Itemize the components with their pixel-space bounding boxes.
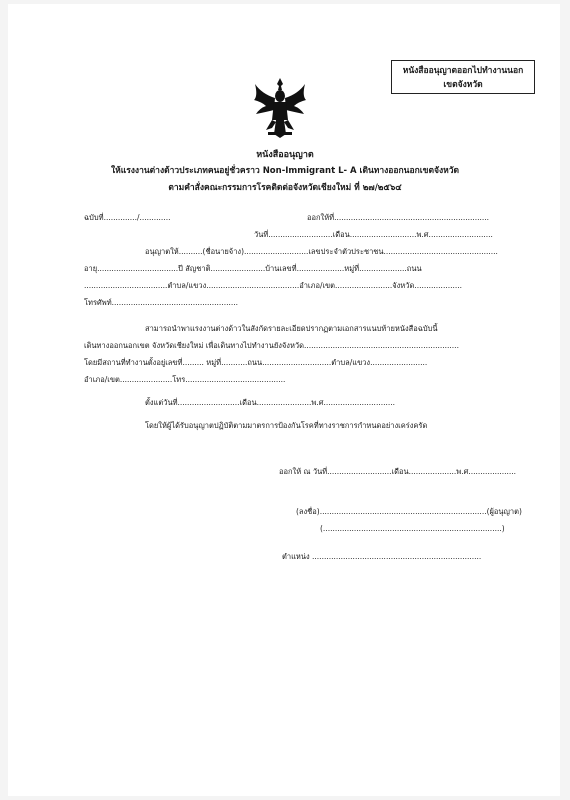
document-reference: ตามคำสั่งคณะกรรมการโรคติดต่อจังหวัดเชียงใหม่ ที่ ๒๗/๒๕๖๔ [168,183,402,193]
permit-to-line: อนุญาตให้..........(ชื่อนายจ้าง)...........................เลขประจำตัวประชาชน................................................ [145,247,498,256]
address-line: ...................................ตำบล/แขวง.......................................อำเภอ/เขต........................จังหวัด.................... [84,281,463,290]
permit-label-line1: หนังสืออนุญาตออกไปทำงานนอก [402,66,524,76]
document-subtitle: ให้แรงงานต่างด้าวประเภทคนอยู่ชั่วคราว Non-Immigrant L- A เดินทางออกนอกเขตจังหวัด [110,166,459,176]
signer-name-line: (...........................................................................) [320,524,505,533]
issued-at-line: ออกให้ที่................................................................. [307,213,490,222]
paragraph-line-3: โดยมีสถานที่ทำงานตั้งอยู่เลขที่......... หมู่ที่...........ถนน.............................ตำบล/แขวง........................ [84,358,428,367]
paragraph-line-1: สามารถนำพาแรงงานต่างด้าวในสังกัดรายละเอียดปรากฏตามเอกสารแนบท้ายหนังสือฉบับนี้ [145,324,438,333]
permit-label-box [391,60,535,94]
document-title: หนังสืออนุญาต [256,150,314,160]
issued-date-line: ออกให้ ณ วันที่...........................เดือน....................พ.ศ.................... [279,467,517,476]
date-line: วันที่...........................เดือน............................พ.ศ........................... [254,230,493,239]
age-nationality-line: อายุ..................................ปี สัญชาติ.......................บ้านเลขที่....................หมู่ที่....................ถนน [84,264,422,273]
phone-line: โทรศัพท์..................................................... [84,298,239,307]
from-date-line: ตั้งแต่วันที่..........................เดือน.......................พ.ศ.............................. [145,398,396,407]
signature-line: (ลงชื่อ)......................................................................(ผู้อนุญาต) [296,507,522,516]
permit-label-line2: เขตจังหวัด [443,80,483,90]
compliance-line: โดยให้ผู้ได้รับอนุญาตปฏิบัติตามมาตรการป้องกันโรคที่ทางราชการกำหนดอย่างเคร่งครัด [145,421,428,430]
garuda-emblem-icon [252,76,308,140]
position-line: ตำแหน่ง ....................................................................... [282,552,482,561]
paragraph-line-4: อำเภอ/เขต......................โทร.......................................... [84,375,286,384]
paragraph-line-2: เดินทางออกนอกเขต จังหวัดเชียงใหม่ เพื่อเดินทางไปทำงานยังจังหวัด................................................................. [84,341,459,350]
permit-number-line: ฉบับที่............../............. [84,213,171,222]
